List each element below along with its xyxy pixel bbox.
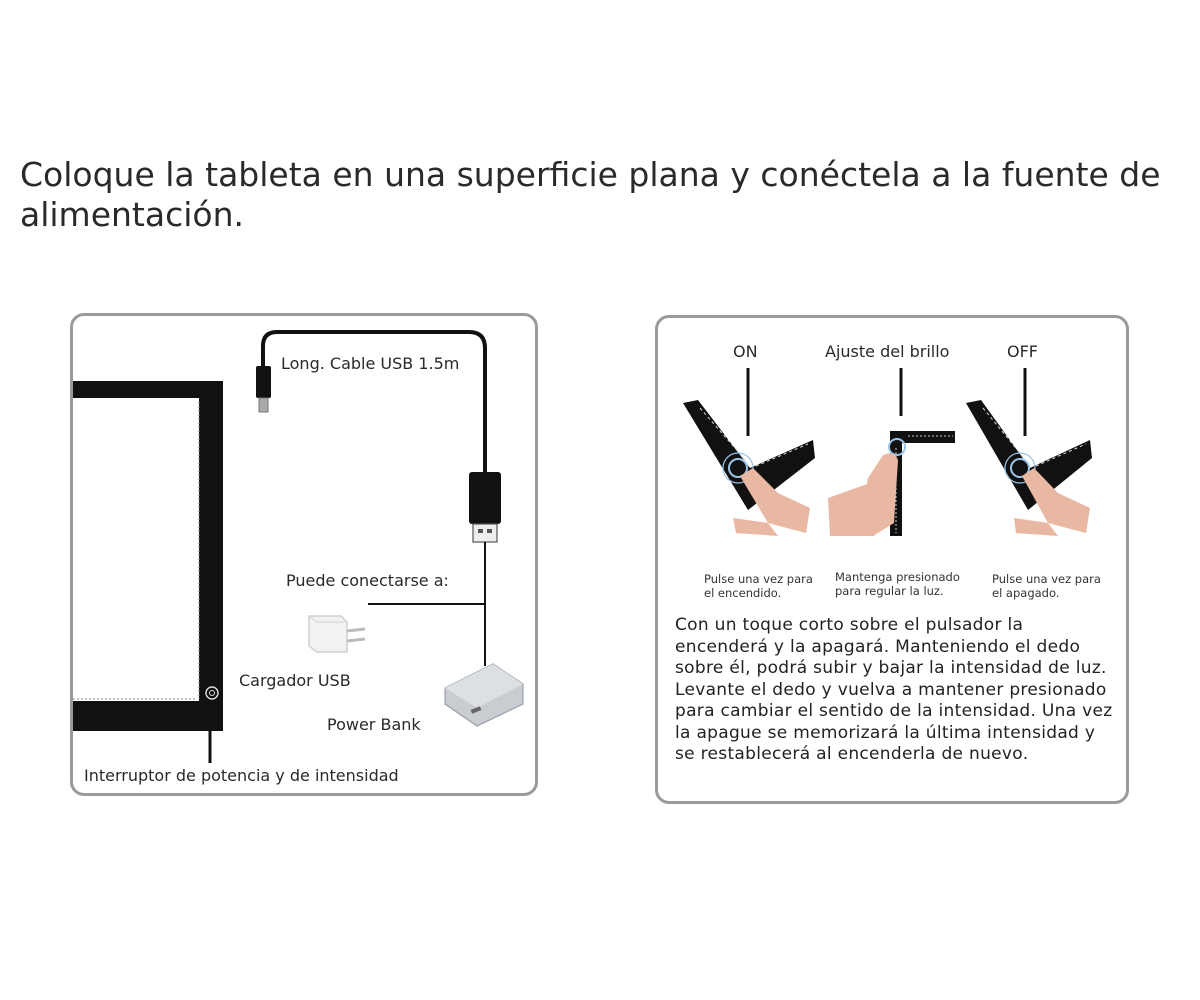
brightness-title: Ajuste del brillo [825, 342, 950, 361]
usb-a-connector-icon [469, 472, 501, 542]
page-heading: Coloque la tableta en una superficie plana y conéctela a la fuente de alimentación. [20, 155, 1161, 234]
usb-charger-label: Cargador USB [239, 671, 351, 690]
off-step-illustration [966, 368, 1092, 536]
brightness-step-illustration [828, 368, 955, 536]
touch-control-panel [655, 315, 1129, 804]
micro-usb-connector-icon [256, 366, 271, 412]
off-caption: Pulse una vez para el apagado. [992, 572, 1101, 600]
on-caption: Pulse una vez para el encendido. [704, 572, 813, 600]
power-bank-icon [445, 664, 523, 726]
cable-length-label: Long. Cable USB 1.5m [281, 354, 460, 373]
touch-control-description: Con un toque corto sobre el pulsador la encenderá y la apagará. Manteniendo el dedo sobre él, podrá subir y bajar la intensidad de luz. Levante el dedo y vuelva a mantener presionado para cambiar el sentido de la intensidad. Una vez la apague se memorizará la última intensidad y se restablecerá al encenderla de nuevo. [675, 615, 1113, 764]
power-bank-label: Power Bank [327, 715, 421, 734]
brightness-caption: Mantenga presionado para regular la luz. [835, 570, 960, 598]
on-step-illustration [683, 368, 815, 536]
tablet-light-area [73, 398, 199, 701]
power-switch-label: Interruptor de potencia y de intensidad [84, 766, 399, 785]
usb-charger-icon [309, 616, 365, 652]
connection-diagram [73, 316, 535, 793]
connect-to-label: Puede conectarse a: [286, 571, 449, 590]
on-title: ON [733, 342, 758, 361]
connection-diagram-panel [70, 313, 538, 796]
off-title: OFF [1007, 342, 1038, 361]
